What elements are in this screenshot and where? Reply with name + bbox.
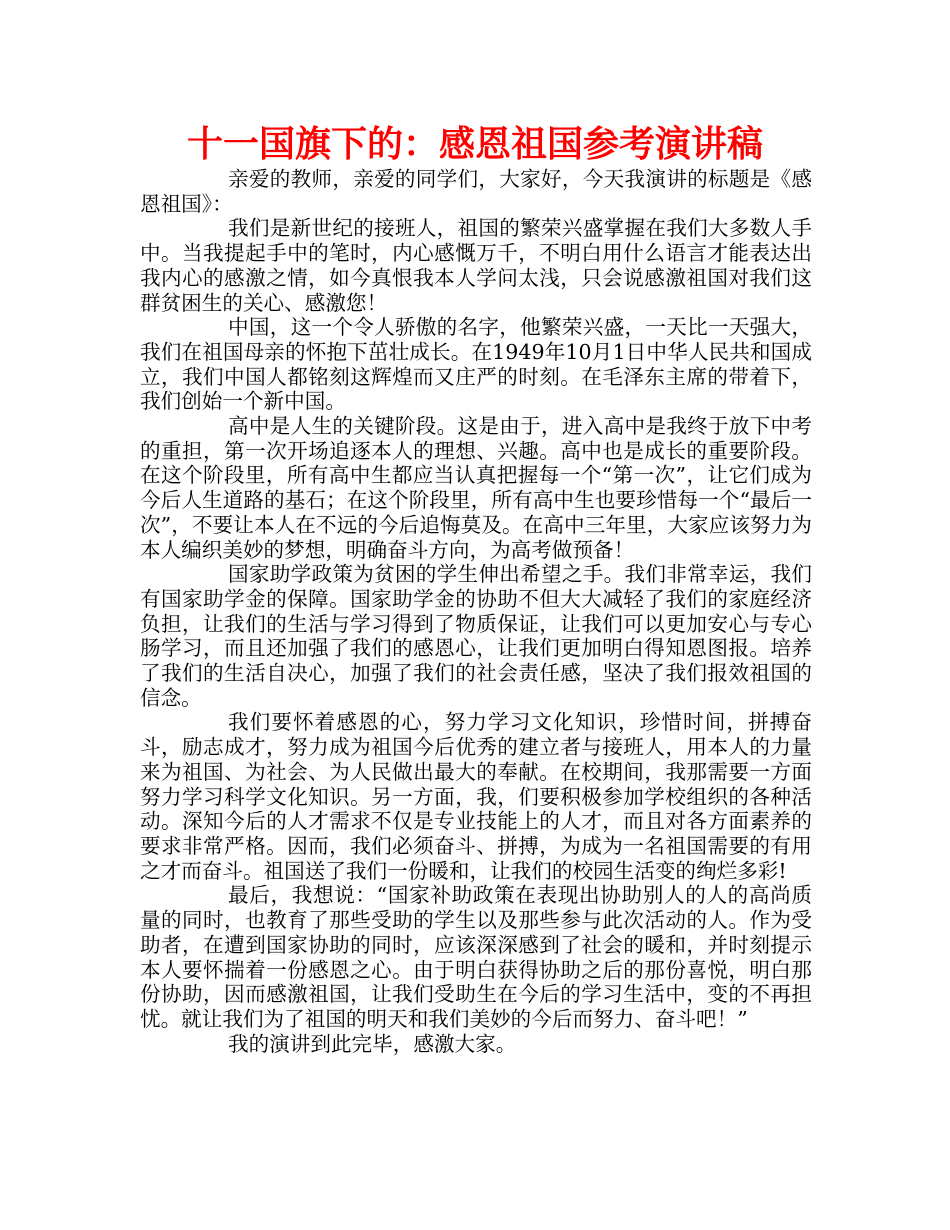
document-title: 十一国旗下的：感恩祖国参考演讲稿 — [186, 124, 763, 165]
paragraph-successors: 我们是新世纪的接班人，祖国的繁荣兴盛掌握在我们大多数人手中。当我提起手中的笔时，内心感慨万千，不明白用什么语言才能表达出我内心的感激之情，如今真恨我本人学问太浅，只会说感激祖国对我们这群贫困生的关心、感激您！ — [140, 216, 812, 315]
paragraph-high-school: 高中是人生的关键阶段。这是由于，进入高中是我终于放下中考的重担，第一次开场追逐本人的理想、兴趣。高中也是成长的重要阶段。在这个阶段里，所有高中生都应当认真把握每一个“第一次”，让它们成为今后人生道路的基石；在这个阶段里，所有高中生也要珍惜每一个“最后一次”，不要让本人在不远的今后追悔莫及。在高中三年里，大家应该努力为本人编织美妙的梦想，明确奋斗方向，为高考做预备！ — [140, 414, 812, 562]
paragraph-closing: 我的演讲到此完毕，感激大家。 — [228, 1031, 517, 1056]
paragraph-aid-policy: 国家助学政策为贫困的学生伸出希望之手。我们非常幸运，我们有国家助学金的保障。国家助学金的协助不但大大减轻了我们的家庭经济负担，让我们的生活与学习得到了物质保证，让我们可以更加安心与专心肠学习，而且还加强了我们的感恩心，让我们更加明白得知恩图报。培养了我们的生活自决心，加强了我们的社会责任感，坚决了我们报效祖国的信念。 — [140, 562, 812, 710]
paragraph-finally: 最后，我想说：“国家补助政策在表现出协助别人的人的高尚质量的同时，也教育了那些受助的学生以及那些参与此次活动的人。作为受助者，在遭到国家协助的同时，应该深深感到了社会的暖和，并时刻提示本人要怀揣着一份感恩之心。由于明白获得协助之后的那份喜悦，明白那份协助，因而感激祖国，让我们受助生在今后的学习生活中，变的不再担忧。就让我们为了祖国的明天和我们美妙的今后而努力、奋斗吧！” — [140, 883, 812, 1031]
paragraph-gratitude: 我们要怀着感恩的心，努力学习文化知识，珍惜时间，拼搏奋斗，励志成才，努力成为祖国今后优秀的建立者与接班人，用本人的力量来为祖国、为社会、为人民做出最大的奉献。在校期间，我那需要一方面努力学习科学文化知识。另一方面，我，们要积极参加学校组织的各种活动。深知今后的人才需求不仅是专业技能上的人才，而且对各方面素养的要求非常严格。因而，我们必须奋斗、拼搏，为成为一名祖国需要的有用之才而奋斗。祖国送了我们一份暖和，让我们的校园生活变的绚烂多彩! — [140, 710, 812, 883]
paragraph-greeting: 亲爱的教师，亲爱的同学们，大家好，今天我演讲的标题是《感恩祖国》： — [140, 167, 812, 216]
document-body — [140, 167, 812, 1056]
paragraph-china: 中国，这一个令人骄傲的名字，他繁荣兴盛，一天比一天强大，我们在祖国母亲的怀抱下茁壮成长。在1949年10月1日中华人民共和国成立，我们中国人都铭刻这辉煌而又庄严的时刻。在毛泽东主席的带着下，我们创始一个新中国。 — [140, 315, 812, 414]
